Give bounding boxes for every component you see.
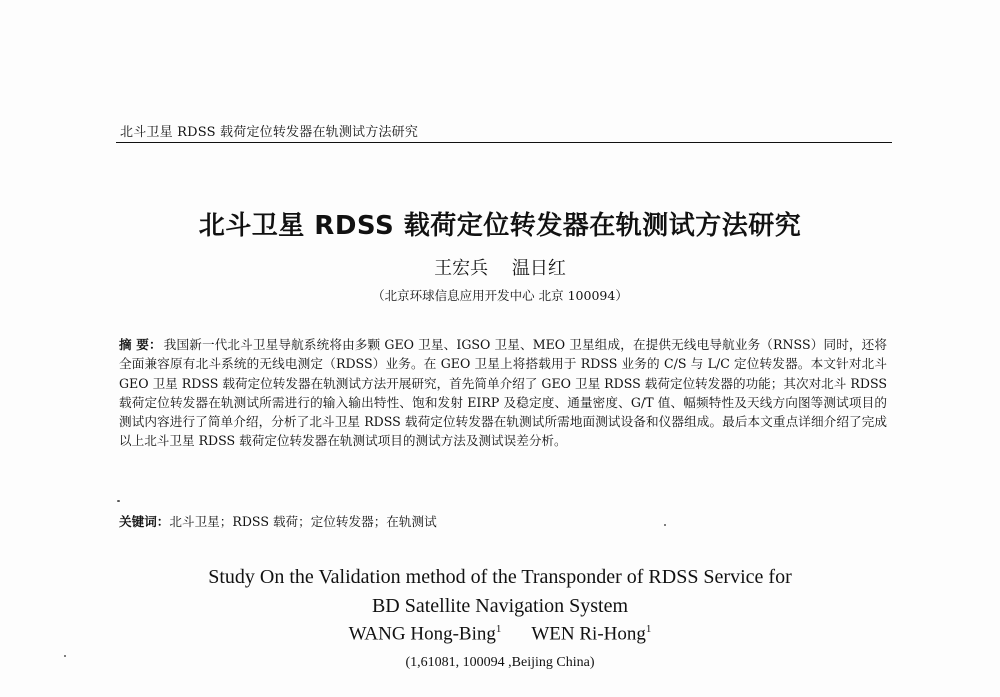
author-2-chinese: 温日红 [511, 258, 566, 279]
keywords-text: 北斗卫星；RDSS 载荷；定位转发器；在轨测试 [169, 514, 437, 529]
keywords-label: 关键词： [119, 514, 170, 529]
authors-english [0, 623, 1000, 645]
affiliation-english: (1,61081, 100094 ,Beijing China) [405, 655, 595, 670]
paper-title-chinese: 北斗卫星 RDSS 载荷定位转发器在轨测试方法研究 [198, 211, 802, 241]
title-english-line-1: Study On the Validation method of the Transponder of RDSS Service for [208, 566, 792, 588]
header-rule [116, 142, 892, 143]
abstract-text: 我国新一代北斗卫星导航系统将由多颗 GEO 卫星、IGSO 卫星、MEO 卫星组成，在提供无线电导航业务（RNSS）同时，还将全面兼容原有北斗系统的无线电测定（RDSS）业务。在 GEO 卫星上将搭载用于 RDSS 业务的 C/S 与 L/C 定位转发器。本文针对北斗 GEO 卫星 RDSS 载荷定位转发器在轨测试方法开展研究，首先简单介绍了 GEO 卫星 RDSS 载荷定位转发器的功能；其次对北斗 RDSS 载荷定位转发器在轨测试所需进行的输入输出特性、饱和发射 EIRP 及稳定度、通量密度、G/T 值、幅频特性及天线方向图等测试项目的测试内容进行了简单介绍，分析了北斗卫星 RDSS 载荷定位转发器在轨测试所需地面测试设备和仪器组成。最后本文重点详细介绍了完成以上北斗卫星 RDSS 载荷定位转发器在轨测试项目的测试方法及测试误差分析。 [119, 337, 888, 449]
running-header: 北斗卫星 RDSS 载荷定位转发器在轨测试方法研究 [120, 125, 419, 140]
scan-speck [64, 655, 66, 657]
affiliation-chinese: （北京环球信息应用开发中心 北京 100094） [372, 288, 628, 303]
abstract [119, 335, 887, 451]
author-1-affiliation-mark: 1 [495, 623, 502, 635]
abstract-label: 摘 要： [119, 337, 162, 352]
keywords [119, 511, 887, 530]
author-1-english: WANG Hong-Bing [348, 623, 496, 645]
author-1-chinese: 王宏兵 [434, 258, 489, 279]
title-english-line-2: BD Satellite Navigation System [371, 595, 629, 617]
paper-title-english [0, 563, 1000, 621]
cut-off-text-fragment [116, 688, 206, 697]
scan-speck [117, 500, 120, 502]
author-2-english: WEN Ri-Hong [531, 623, 646, 645]
author-2-affiliation-mark: 1 [645, 623, 652, 635]
authors-chinese [0, 254, 1000, 280]
scan-speck [664, 524, 666, 526]
